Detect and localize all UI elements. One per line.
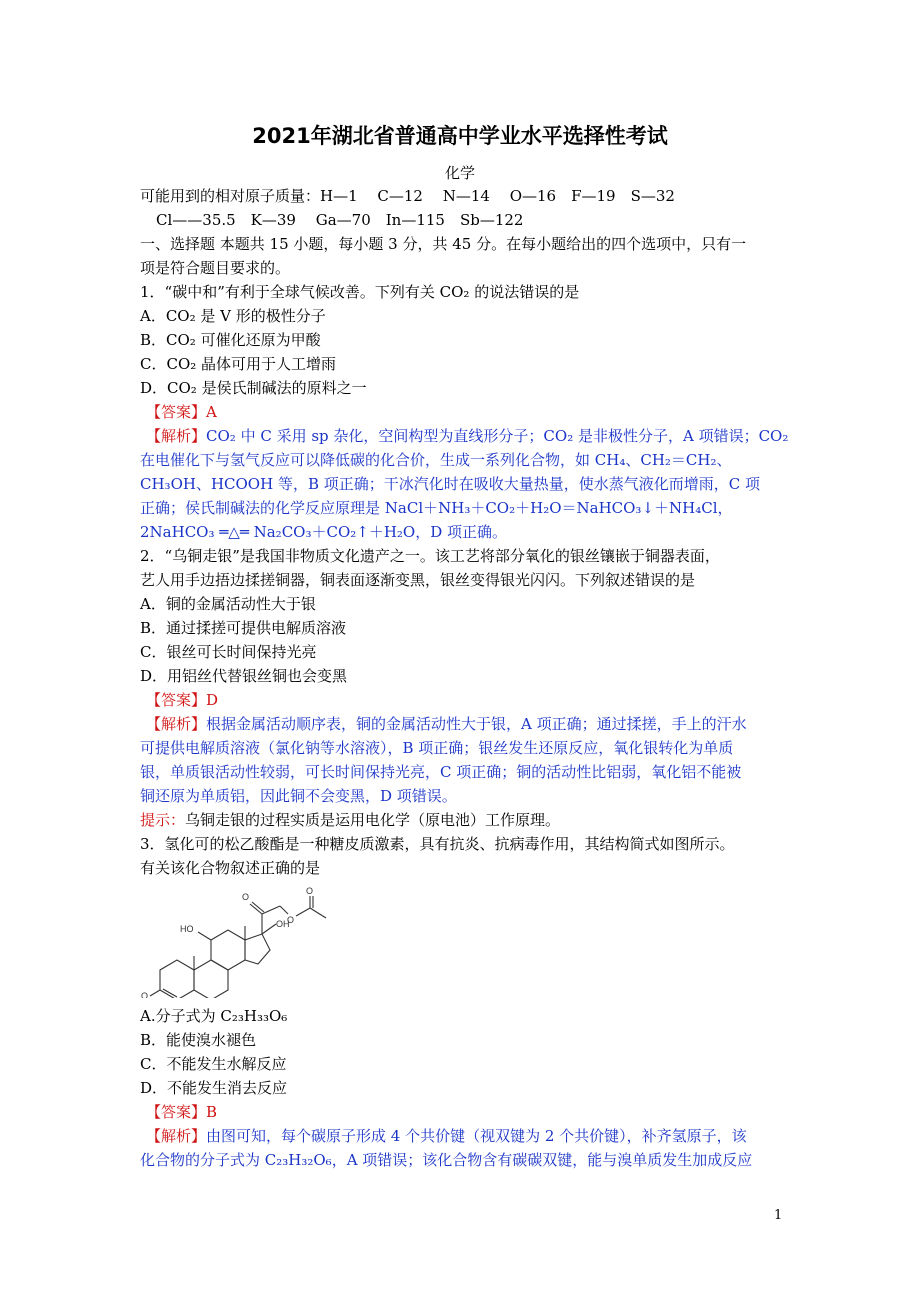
q3-analysis-2: 化合物的分子式为 C₂₃H₃₂O₆，A 项错误；该化合物含有碳碳双键，能与溴单质发生加成反应	[140, 1151, 753, 1169]
analysis-text: 由图可知，每个碳原子形成 4 个共价键（视双键为 2 个共价键），补齐氢原子，该	[206, 1127, 747, 1145]
answer-label: 【答案】	[146, 403, 207, 421]
analysis-text: 根据金属活动顺序表，铜的金属活动性大于银，A 项正确；通过揉搓，手上的汗水	[206, 715, 747, 733]
hint-label: 提示：	[140, 811, 186, 829]
label-o3: O	[287, 915, 295, 925]
q1-analysis-2: 在电催化下与氢气反应可以降低碳的化合价，生成一系列化合物，如 CH₄、CH₂＝CH₂、	[140, 451, 732, 469]
answer-value: B	[206, 1103, 218, 1121]
q2-analysis-2: 可提供电解质溶液（氯化钠等水溶液），B 项正确；银丝发生还原反应，氧化银转化为单质	[140, 739, 734, 757]
q3-answer	[146, 1101, 217, 1123]
page-title: 2021年湖北省普通高中学业水平选择性考试	[252, 124, 668, 148]
label-ho: HO	[180, 924, 194, 934]
ring-b	[194, 960, 228, 998]
analysis-label: 【解析】	[146, 715, 207, 733]
q1-option-d: D．CO₂ 是侯氏制碱法的原料之一	[140, 379, 367, 397]
hydroxyl-bond	[198, 932, 211, 940]
q1-analysis-4: 正确；侯氏制碱法的化学反应原理是 NaCl＋NH₃＋CO₂＋H₂O＝NaHCO₃↓＋NH₄Cl，	[140, 499, 733, 517]
analysis-label: 【解析】	[146, 427, 207, 445]
q2-answer	[146, 689, 218, 711]
answer-label: 【答案】	[146, 691, 207, 709]
analysis-text: CO₂ 中 C 采用 sp 杂化，空间构型为直线形分子；CO₂ 是非极性分子，A 项错误；CO₂	[206, 427, 789, 445]
ester-o-bond	[280, 906, 288, 914]
answer-value: A	[206, 403, 217, 421]
q3-option-c: C．不能发生水解反应	[140, 1055, 287, 1073]
label-o1: O	[141, 991, 149, 998]
q3-option-a: A.分子式为 C₂₃H₃₃O₆	[140, 1007, 288, 1025]
answer-label: 【答案】	[146, 1103, 207, 1121]
section-instruction-2: 项是符合题目要求的。	[140, 259, 291, 277]
atomic-mass-line-2: Cl——35.5 K—39 Ga—70 In—115 Sb—122	[156, 211, 524, 229]
q1-option-c: C．CO₂ 晶体可用于人工增雨	[140, 355, 337, 373]
q3-option-d: D．不能发生消去反应	[140, 1079, 288, 1097]
q2-analysis-3: 银，单质银活动性较弱，可长时间保持光亮，C 项正确；铜的活动性比铝弱，氧化铝不能被	[140, 763, 742, 781]
q3-stem-1: 3．氢化可的松乙酸酯是一种糖皮质激素，具有抗炎、抗病毒作用，其结构简式如图所示。	[140, 835, 735, 853]
section-instruction-1: 一、选择题 本题共 15 小题，每小题 3 分，共 45 分。在每小题给出的四个选项中，只有一	[140, 235, 747, 253]
q3-analysis-1	[146, 1125, 747, 1147]
q1-option-a: A．CO₂ 是 V 形的极性分子	[140, 307, 326, 325]
q1-analysis-1	[146, 425, 788, 447]
q2-analysis-1	[146, 713, 747, 735]
label-oh: OH	[276, 919, 290, 929]
q1-stem: 1．“碳中和”有利于全球气候改善。下列有关 CO₂ 的说法错误的是	[140, 283, 580, 301]
hydroxyl-bond-17	[262, 924, 276, 934]
q2-option-c: C．银丝可长时间保持光亮	[140, 643, 317, 661]
q2-hint	[140, 809, 560, 831]
q1-option-b: B．CO₂ 可催化还原为甲酸	[140, 331, 321, 349]
hint-text: 乌铜走银的过程实质是运用电化学（原电池）工作原理。	[185, 811, 561, 829]
steroid-structure-diagram	[138, 886, 338, 998]
q3-stem-2: 有关该化合物叙述正确的是	[140, 859, 321, 877]
subject-label: 化学	[444, 164, 475, 182]
q3-option-b: B．能使溴水褪色	[140, 1031, 257, 1049]
atomic-mass-line-1: 可能用到的相对原子质量：H—1 C—12 N—14 O—16 F—19 S—32	[140, 187, 675, 205]
page-number: 1	[774, 1208, 783, 1223]
ketone-bond	[150, 990, 160, 996]
label-o4: O	[306, 886, 314, 896]
q2-option-d: D．用铝丝代替银丝铜也会变黑	[140, 667, 348, 685]
ch2-bond	[262, 906, 280, 914]
q1-answer	[146, 401, 217, 423]
answer-value: D	[206, 691, 219, 709]
label-o2: O	[242, 892, 250, 902]
ring-d	[245, 934, 270, 964]
ester-c-bond	[296, 908, 310, 916]
ring-a	[160, 960, 194, 998]
q1-analysis-3: CH₃OH、HCOOH 等，B 项正确；干冰汽化时在吸收大量热量，使水蒸气液化而增雨，C 项	[140, 475, 760, 493]
q2-option-b: B．通过揉搓可提供电解质溶液	[140, 619, 347, 637]
acetyl-methyl	[310, 908, 326, 918]
q2-stem-2: 艺人用手边捂边揉搓铜器，铜表面逐渐变黑，银丝变得银光闪闪。下列叙述错误的是	[140, 571, 696, 589]
q2-option-a: A．铜的金属活动性大于银	[140, 595, 316, 613]
q1-analysis-5: 2NaHCO₃ ═△═ Na₂CO₃＋CO₂↑＋H₂O，D 项正确。	[140, 523, 508, 541]
q2-stem-1: 2．“乌铜走银”是我国非物质文化遗产之一。该工艺将部分氧化的银丝镶嵌于铜器表面，	[140, 547, 720, 565]
q2-analysis-4: 铜还原为单质铝，因此铜不会变黑，D 项错误。	[140, 787, 457, 805]
analysis-label: 【解析】	[146, 1127, 207, 1145]
ring-c	[211, 930, 245, 970]
